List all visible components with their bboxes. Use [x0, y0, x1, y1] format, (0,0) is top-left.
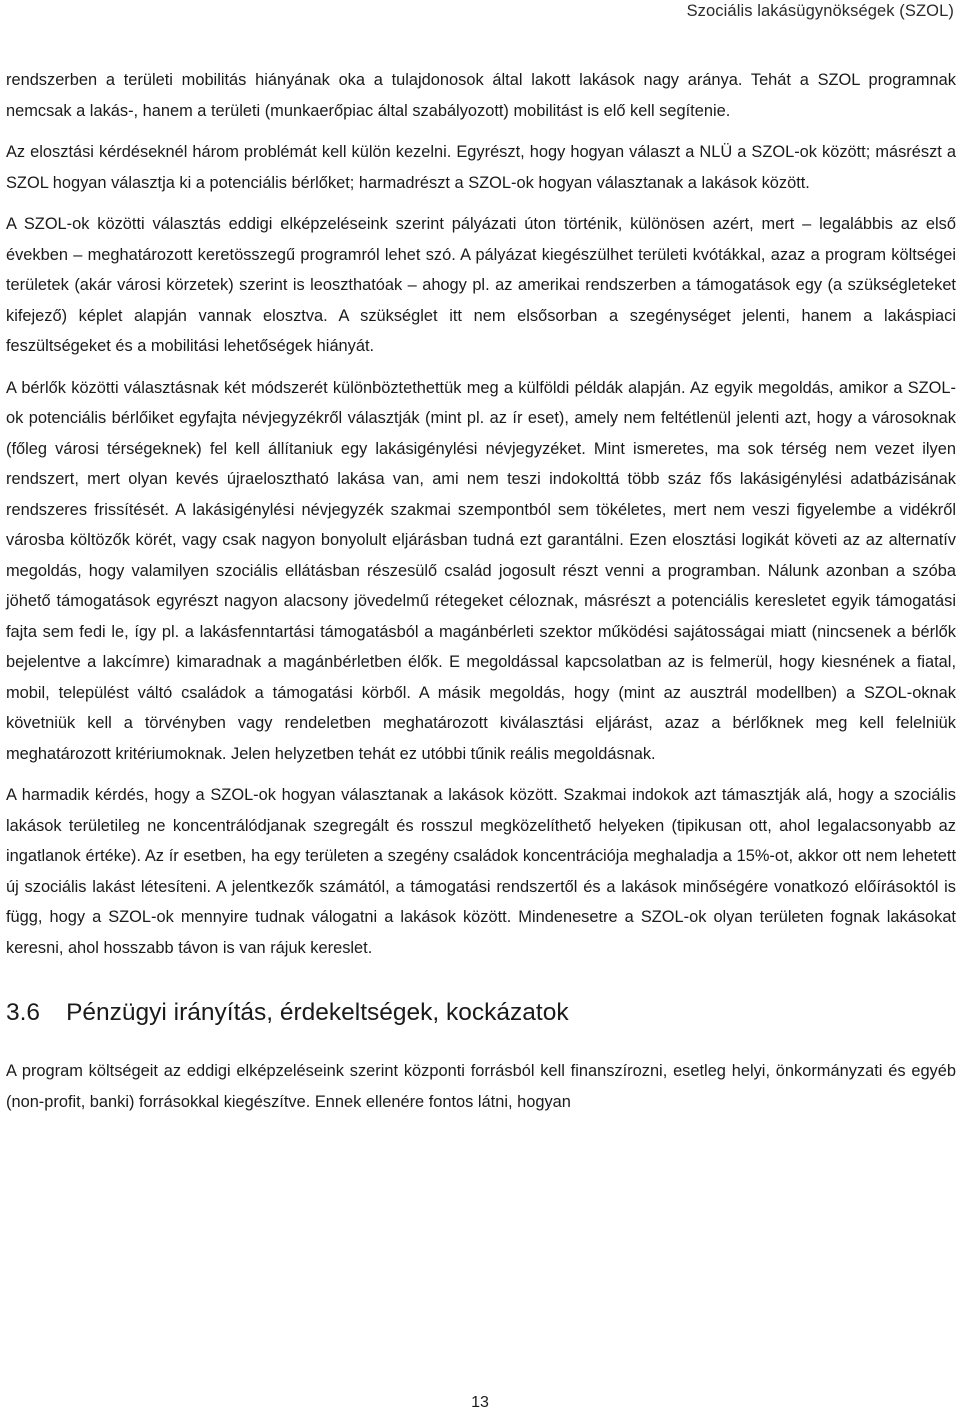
section-number: 3.6	[6, 999, 41, 1026]
page-number: 13	[471, 1394, 489, 1411]
paragraph: Az elosztási kérdéseknél három problémát kell külön kezelni. Egyrészt, hogy hogyan választ a NLÜ a SZOL-ok között; másrészt a SZOL hogyan választja ki a potenciális bérlőket; harmadrészt a SZOL-ok hogyan választanak a lakások között.	[6, 143, 956, 192]
paragraph: A bérlők közötti választásnak két módszerét különböztethettük meg a külföldi példák alapján. Az egyik megoldás, amikor a SZOL-ok potenciális bérlőiket egyfajta névjegyzékről választják (mint pl. az ír eset), amely nem feltétlenül jelenti azt, hogy a városoknak (főleg városi térségeknek) fel kell állítaniuk egy lakásigénylési névjegyzéket. Mint ismeretes, ma sok térség nem vezet ilyen rendszert, mert olyan kevés újraelosztható lakása van, ami nem teszi indokolttá több száz fős lakásigénylési adatbázisának rendszeres frissítését. A lakásigénylési névjegyzék szakmai szempontból sem tökéletes, mert nem veszi figyelembe a vidékről városba költözők körét, vagy csak nagyon bonyolult eljárásban tudná ezt garantálni. Ezen elosztási logikát követi az az alternatív megoldás, hogy valamilyen szociális ellátásban részesülő család jogosult részt venni a programban. Nálunk azonban a szóba jöhető támogatások egyrészt nagyon alacsony jövedelmű rétegeket céloznak, másrészt a potenciális keresletet egyik támogatási fajta sem fedi le, így pl. a lakásfenntartási támogatásból a magánbérleti szektor működési sajátosságai miatt (nincsenek a bérlők bejelentve a lakcímre) kimaradnak a magánbérletben élők. E megoldással kapcsolatban az is felmerül, hogy kiesnének a fiatal, mobil, települést váltó családok a támogatási körből. A másik megoldás, hogy (mint az ausztrál modellben) a SZOL-oknak követniük kell a törvényben vagy rendeletben meghatározott kiválasztási eljárást, azaz a bérlőknek meg kell felelniük meghatározott kritériumoknak. Jelen helyzetben tehát ez utóbbi tűnik reális megoldásnak.	[6, 378, 956, 763]
section-heading	[6, 996, 956, 1030]
paragraph: A harmadik kérdés, hogy a SZOL-ok hogyan választanak a lakások között. Szakmai indokok azt támasztják alá, hogy a szociális lakások területileg ne koncentrálódjanak szegregált és rosszul megközelíthető helyeken (tipikusan ott, ahol legalacsonyabb az ingatlanok értéke). Az ír esetben, ha egy területen a szegény családok koncentrációja meghaladja a 15%-ot, akkor ott nem lehetett új szociális lakást létesíteni. A jelentkezők számától, a támogatási rendszertől és a lakások minőségére vonatkozó előírásoktól is függ, hogy a SZOL-ok mennyire tudnak válogatni a lakások között. Mindenesetre a SZOL-ok olyan területen fognak lakásokat keresni, ahol hosszabb távon is van rájuk kereslet.	[6, 786, 956, 957]
paragraph: A SZOL-ok közötti választás eddigi elképzeléseink szerint pályázati úton történik, különösen azért, mert – legalábbis az első években – meghatározott keretösszegű programról lehet szó. A pályázat kiegészülhet területi kvótákkal, azaz a program költségei területek (akár városi körzetek) szerint is leoszthatóak – ahogy pl. az amerikai rendszerben a támogatások egy (a szükségleteket kifejező) képlet alapján vannak elosztva. A szükséglet itt nem elsősorban a szegénységet jelenti, hanem a lakáspiaci feszültségeket és a mobilitási lehetőségek hiányát.	[6, 215, 956, 355]
body-text	[6, 65, 956, 1117]
section-title: Pénzügyi irányítás, érdekeltségek, kockázatok	[66, 999, 569, 1026]
running-header: Szociális lakásügynökségek (SZOL)	[686, 2, 954, 20]
paragraph: rendszerben a területi mobilitás hiányának oka a tulajdonosok által lakott lakások nagy aránya. Tehát a SZOL programnak nemcsak a lakás-, hanem a területi (munkaerőpiac által szabályozott) mobilitást is elő kell segítenie.	[6, 71, 956, 120]
paragraph: A program költségeit az eddigi elképzeléseink szerint központi forrásból kell finanszírozni, esetleg helyi, önkormányzati és egyéb (non-profit, banki) forrásokkal kiegészítve. Ennek ellenére fontos látni, hogyan	[6, 1062, 956, 1111]
